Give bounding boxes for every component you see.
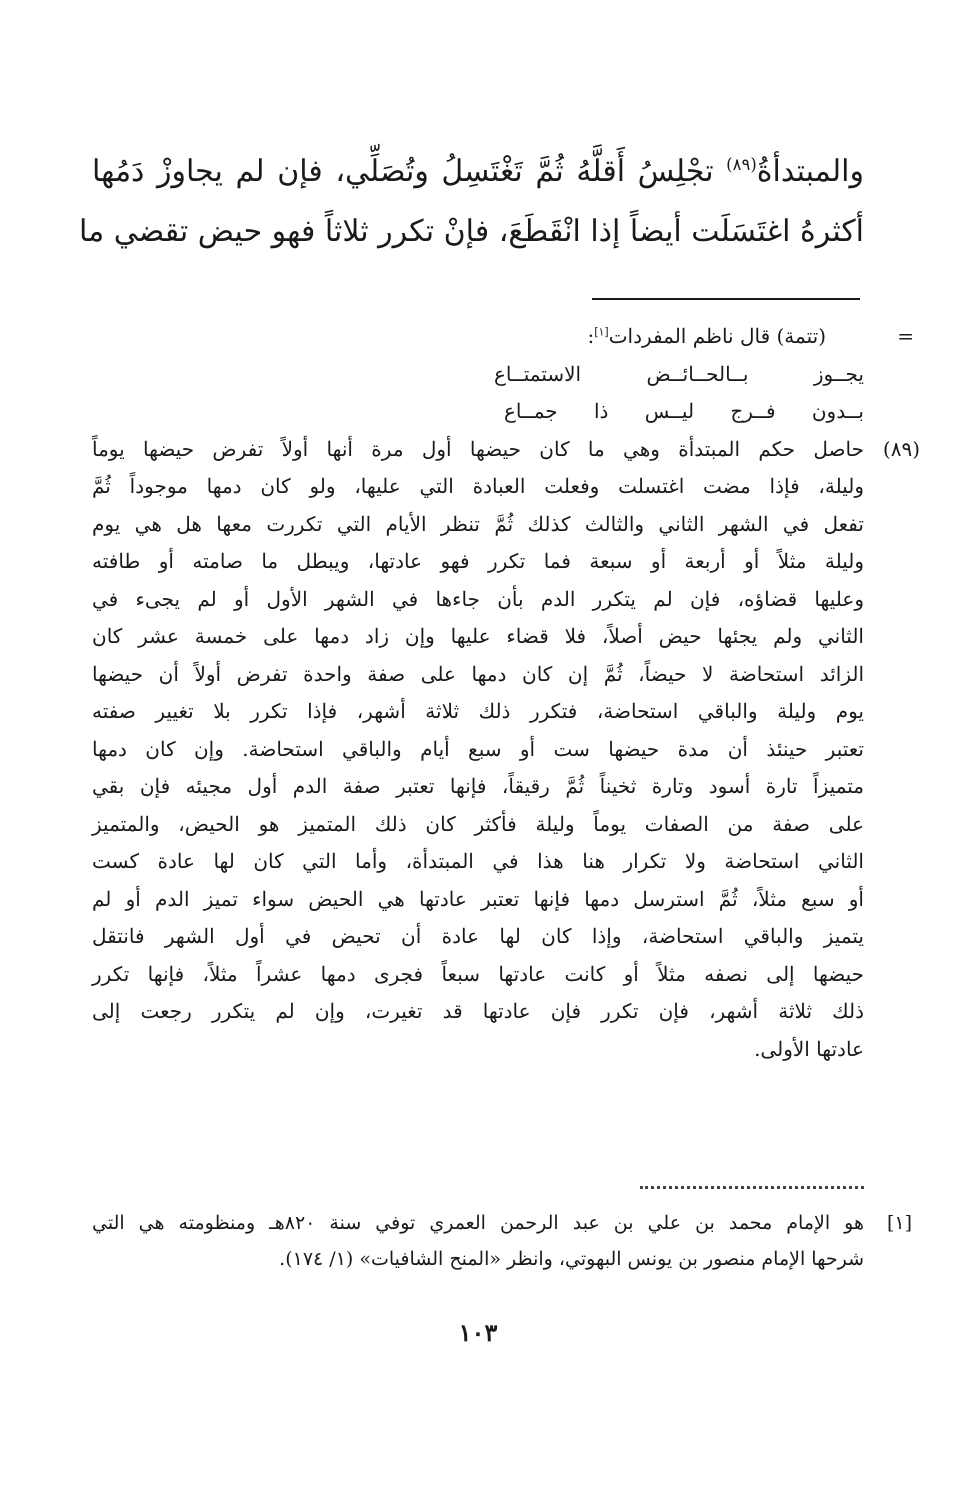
main-line-1-rest: تجْلِسُ أَقلَّهُ ثُمَّ تَغْتَسِلُ وتُصَلِّي، فإن لم يجاوزْ دَمُها: [92, 154, 727, 189]
tatimma-line: [92, 318, 914, 356]
footnote-line-1-text: هو الإمام محمد بن علي بن عبد الرحمن العمري توفي سنة ٨٢٠هـ ومنظومته هي التي: [92, 1212, 864, 1234]
main-text: [78, 142, 864, 262]
note-line-1-text: حاصل حكم المبتدأة وهي ما كان حيضها أول مرة أنها أولاً تفرض حيضها يوماً: [92, 436, 864, 461]
main-line-1: [92, 142, 864, 202]
footnote-line-1: [92, 1205, 912, 1241]
footnote-separator: [592, 298, 860, 300]
note-line: تعتبر حينئذ أن مدة حيضها ست أو سبع أيام والباقي استحاضة. وإن كان دمها: [92, 736, 864, 761]
footnote-number: [١]: [886, 1212, 912, 1234]
note-line: أو سبع مثلاً، ثُمَّ استرسل دمها فإنها تعتبر عادتها هي الحيض سواء تميز الدم أو لم: [92, 886, 864, 911]
note-line: وليلة، فإذا مضت اغتسلت وفعلت العبادة التي عليها، ولو كان دمها موجوداً ثُمَّ: [92, 474, 864, 498]
tatimma-ref[interactable]: [١]: [594, 325, 609, 339]
note-line: يوم وليلة والباقي استحاضة، فتكرر ذلك ثلاثة أشهر، فإذا تكرر بلا تغيير صفته: [92, 699, 864, 723]
footnote-section: [92, 1205, 912, 1277]
note-line: الثاني ولم يجئها حيض أصلاً، فلا قضاء عليها وإن زاد دمها على خمسة عشر كان: [92, 624, 864, 648]
note-line-last: عادتها الأولى.: [754, 1036, 864, 1061]
note-line-1: [92, 431, 920, 469]
note-line: وليلة مثلاً أو أربعة أو سبعة فما تكرر فهو عادتها، ويبطل ما صامته أو طافته: [92, 549, 864, 573]
verse-line: [92, 356, 864, 431]
note-line: متميزاً تارة أسود وتارة ثخيناً ثُمَّ رقيقاً، فإنها تعتبر صفة الدم أول مجيئه فإن بقي: [92, 774, 864, 798]
notes-section: [92, 318, 920, 1068]
tatimma-colon: :: [587, 324, 595, 348]
note-line: يتميز والباقي استحاضة، وإذا كان لها عادة أن تحيض في أول الشهر فانتقل: [92, 924, 864, 948]
tatimma-text: (تتمة) قال ناظم المفردات: [608, 324, 826, 348]
note-line: على صفة من الصفات يوماً وليلة فأكثر كان ذلك المتميز هو الحيض، والمتميز: [92, 811, 864, 836]
continuation-marker: =: [897, 324, 914, 348]
note-number: (٨٩): [882, 436, 920, 461]
note-line: الزائد استحاضة لا حيضاً، ثُمَّ إن كان دمها على صفة واحدة تفرض أولاً أن حيضها: [92, 661, 864, 686]
note-line: الثاني استحاضة ولا تكرار هنا هذا في المبتدأة، وأما التي كان لها عادة كست: [92, 849, 864, 873]
dotted-separator: [640, 1186, 864, 1189]
note-line: حيضها إلى نصفه مثلاً أو كانت عادتها سبعاً فجرى دمها عشراً مثلاً، فإنها تكرر: [92, 961, 864, 986]
verse-hemistich-1: يجــوز بــالحــائــض الاستمتــاع: [494, 361, 864, 386]
main-line-2: أكثرهُ اغتَسَلَت أيضاً إذا انْقَطَعَ، فإنْ تكرر ثلاثاً فهو حيض تقضي ما: [78, 214, 864, 249]
footnote-line-2: شرحها الإمام منصور بن يونس البهوتي، وانظر «المنح الشافيات» (١/ ١٧٤).: [279, 1248, 864, 1270]
note-line: تفعل في الشهر الثاني والثالث كذلك ثُمَّ تنظر الأيام التي تكررت معها هل هي يوم: [92, 511, 864, 536]
note-line: ذلك ثلاثة أشهر، فإن تكرر فإن عادتها قد تغيرت، وإن لم يتكرر رجعت إلى: [92, 999, 864, 1023]
footnote-ref-89[interactable]: (٨٩): [726, 155, 757, 174]
verse-hemistich-2: بــدون فــرج ليــس ذا جمــاع: [504, 399, 864, 423]
note-line: وعليها قضاؤه، فإن لم يتكرر الدم بأن جاءها في الشهر الأول أو لم يجىء في: [92, 586, 864, 611]
main-line-1-start: والمبتدأةُ: [756, 154, 864, 189]
page-number: ١٠٣: [458, 1318, 498, 1347]
